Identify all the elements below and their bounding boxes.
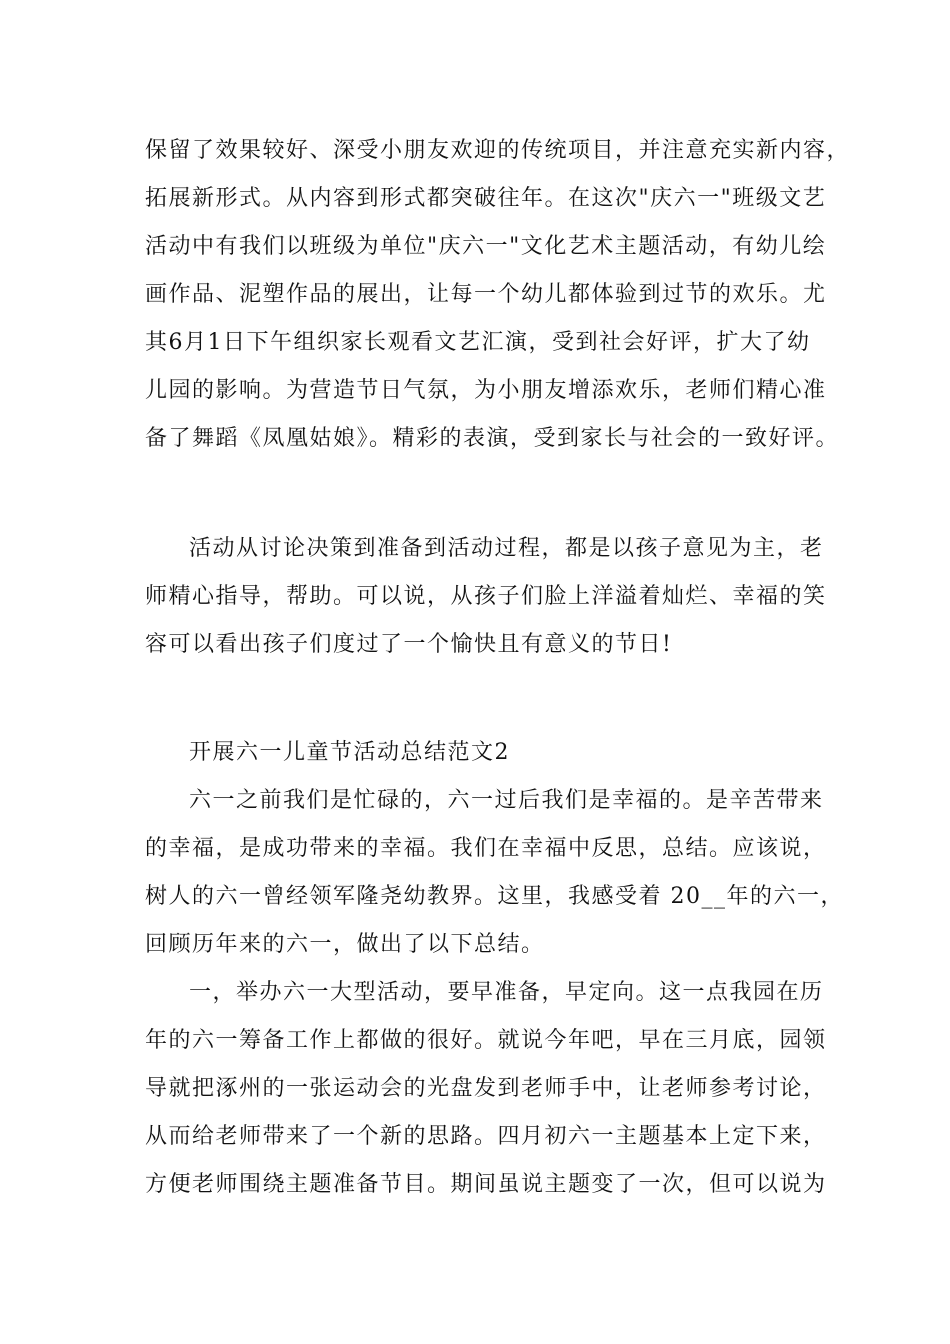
paragraph-1-line-7: 备了舞蹈《凤凰姑娘》。精彩的表演，受到家长与社会的一致好评。 bbox=[145, 426, 840, 451]
paragraph-4-line-3: 导就把涿州的一张运动会的光盘发到老师手中，让老师参考讨论， bbox=[145, 1076, 827, 1101]
paragraph-1-line-2: 拓展新形式。从内容到形式都突破往年。在这次"庆六一"班级文艺 bbox=[145, 186, 827, 211]
paragraph-3-line-4: 回顾历年来的六一，做出了以下总结。 bbox=[145, 932, 545, 957]
section-heading: 开展六一儿童节活动总结范文2 bbox=[189, 740, 510, 765]
paragraph-1-line-1: 保留了效果较好、深受小朋友欢迎的传统项目，并注意充实新内容， bbox=[145, 138, 851, 163]
paragraph-2-line-2: 师精心指导，帮助。可以说，从孩子们脸上洋溢着灿烂、幸福的笑 bbox=[145, 584, 827, 609]
paragraph-3-line-1: 六一之前我们是忙碌的，六一过后我们是幸福的。是辛苦带来 bbox=[189, 788, 824, 813]
paragraph-2-line-1: 活动从讨论决策到准备到活动过程，都是以孩子意见为主，老 bbox=[189, 536, 824, 561]
paragraph-3-line-2: 的幸福，是成功带来的幸福。我们在幸福中反思，总结。应该说， bbox=[145, 836, 827, 861]
paragraph-1-line-3: 活动中有我们以班级为单位"庆六一"文化艺术主题活动，有幼儿绘 bbox=[145, 234, 827, 259]
paragraph-4-line-4: 从而给老师带来了一个新的思路。四月初六一主题基本上定下来， bbox=[145, 1124, 827, 1149]
paragraph-1-line-5: 其6月1日下午组织家长观看文艺汇演，受到社会好评，扩大了幼 bbox=[145, 330, 811, 355]
paragraph-4-line-2: 年的六一筹备工作上都做的很好。就说今年吧，早在三月底，园领 bbox=[145, 1028, 827, 1053]
paragraph-4-line-5: 方便老师围绕主题准备节目。期间虽说主题变了一次，但可以说为 bbox=[145, 1172, 827, 1197]
paragraph-1-line-4: 画作品、泥塑作品的展出，让每一个幼儿都体验到过节的欢乐。尤 bbox=[145, 282, 827, 307]
paragraph-4-line-1: 一，举办六一大型活动，要早准备，早定向。这一点我园在历 bbox=[189, 980, 824, 1005]
paragraph-1-line-6: 儿园的影响。为营造节日气氛，为小朋友增添欢乐，老师们精心准 bbox=[145, 378, 827, 403]
paragraph-3-line-3: 树人的六一曾经领军隆尧幼教界。这里，我感受着 20__年的六一， bbox=[145, 884, 844, 909]
paragraph-2-line-3: 容可以看出孩子们度过了一个愉快且有意义的节日! bbox=[145, 632, 673, 657]
